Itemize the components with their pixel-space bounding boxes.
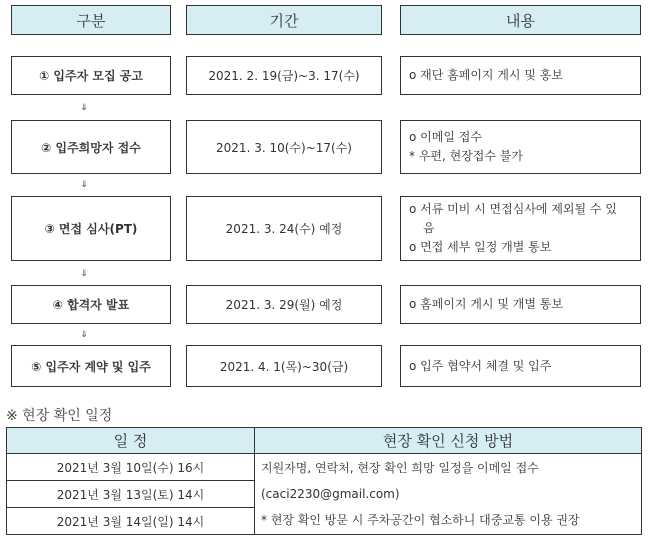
step-4-content-line: o 홈페이지 게시 및 개별 통보 [409,297,563,311]
step-1-name: ① 입주자 모집 공고 [11,56,171,95]
step-5-period: 2021. 4. 1(목)~30(금) [186,345,382,387]
step-1-content [400,56,641,95]
step-1-period: 2021. 2. 19(금)~3. 17(수) [186,56,382,95]
arrow-down-icon: ⇓ [80,103,88,113]
step-2-content-line: o 이메일 접수 [409,130,482,144]
step-4-content [400,285,641,324]
arrow-down-icon: ⇓ [80,180,88,190]
schedule-header-date: 일 정 [7,428,255,454]
schedule-title: ※ 현장 확인 일정 [6,408,113,424]
step-3-content-line-cont: 음 [423,221,435,235]
step-4-period: 2021. 3. 29(월) 예정 [186,285,382,324]
arrow-down-icon: ⇓ [80,269,88,279]
step-1-content-line: o 재단 홈페이지 게시 및 홍보 [409,68,563,82]
step-3-content-line: o 서류 미비 시 면접심사에 제외될 수 있 [409,202,617,216]
schedule-method-email: (caci2230@gmail.com) [261,487,400,501]
schedule-header-row [7,428,642,454]
step-3-name: ③ 면접 심사(PT) [11,196,171,261]
schedule-method-note: * 현장 확인 방문 시 주차공간이 협소하니 대중교통 이용 권장 [261,513,580,527]
step-3-content [400,196,641,261]
step-5-content [400,345,641,387]
schedule-table [6,427,642,535]
schedule-method [255,454,642,535]
header-category: 구분 [11,5,171,35]
arrow-down-icon: ⇓ [80,330,88,340]
step-3-content-line: o 면접 세부 일정 개별 통보 [409,240,552,254]
step-2-period: 2021. 3. 10(수)~17(수) [186,120,382,174]
step-2-content [400,120,641,174]
header-period: 기간 [186,5,382,35]
schedule-date: 2021년 3월 14일(일) 14시 [7,508,255,535]
step-4-name: ④ 합격자 발표 [11,285,171,324]
step-5-content-line: o 입주 협약서 체결 및 입주 [409,358,552,373]
step-2-name: ② 입주희망자 접수 [11,120,171,174]
step-2-content-note: * 우편, 현장접수 불가 [409,149,523,163]
header-content: 내용 [400,5,641,35]
schedule-method-line: 지원자명, 연락처, 현장 확인 희망 일정을 이메일 접수 [261,461,539,475]
schedule-header-method: 현장 확인 신청 방법 [255,428,642,454]
schedule-date: 2021년 3월 10일(수) 16시 [7,454,255,481]
step-3-period: 2021. 3. 24(수) 예정 [186,196,382,261]
step-5-name: ⑤ 입주자 계약 및 입주 [11,345,171,387]
schedule-date: 2021년 3월 13일(토) 14시 [7,481,255,508]
table-row [7,454,642,481]
